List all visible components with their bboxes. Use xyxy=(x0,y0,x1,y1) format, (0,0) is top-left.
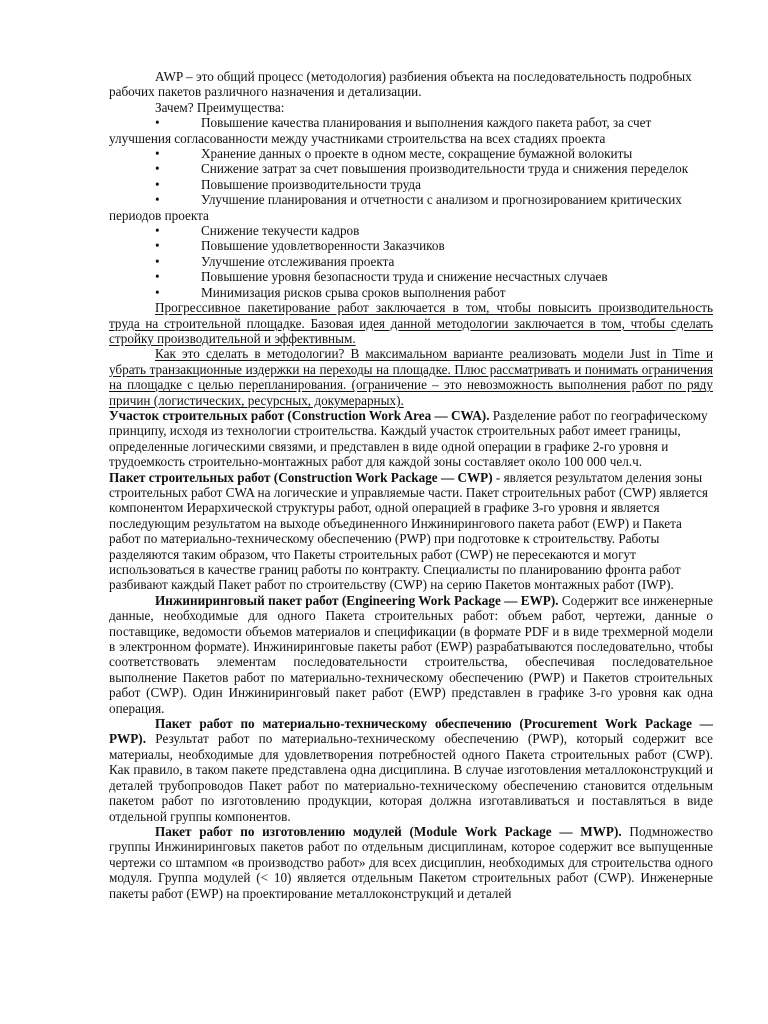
list-item xyxy=(109,146,713,161)
list-item xyxy=(109,192,713,223)
list-item-text: Снижение текучести кадров xyxy=(201,223,360,239)
bullet-icon: • xyxy=(155,146,160,162)
list-item xyxy=(109,254,713,269)
list-item xyxy=(109,269,713,284)
bullet-icon: • xyxy=(155,192,160,208)
intro-paragraph: AWP – это общий процесс (методология) разбиения объекта на последовательность подробных рабочих пакетов различного назначения и детализации. xyxy=(109,69,692,100)
section-mwp-title: Пакет работ по изготовлению модулей (Module Work Package — MWP). xyxy=(155,823,622,839)
bullet-icon: • xyxy=(155,223,160,239)
bullet-icon: • xyxy=(155,269,160,285)
advantages-list xyxy=(109,115,713,300)
list-item xyxy=(109,161,713,176)
list-item-text: Снижение затрат за счет повышения производительности труда и снижения переделок xyxy=(201,161,689,177)
list-item-text: Минимизация рисков срыва сроков выполнения работ xyxy=(201,284,506,300)
list-item-text: Хранение данных о проекте в одном месте, сокращение бумажной волокиты xyxy=(201,146,633,162)
list-item-text: Улучшение планирования и отчетности с анализом и прогнозированием критических периодов проекта xyxy=(109,192,682,223)
section-cwp xyxy=(109,470,713,593)
list-item-text: Повышение удовлетворенности Заказчиков xyxy=(201,238,445,254)
section-cwp-body: - является результатом деления зоны строительных работ CWA на логические и управляемые части. Пакет строительных работ (CWP) является компонентом Иерархической структуры работ, одной операцией в графике 3-го уровня и является последующим результатом на выходе объединенного Инжинирингового пакета работ (EWP) и Пакета работ по материально-техническому обеспечению (PWP) при подготовке к строительству. Работы разделяются таким образом, что Пакеты строительных работ (CWP) не пересекаются и могут использоваться в качестве границ работы по контракту. Специалисты по планированию фронта работ разбивают каждый Пакет работ по строительству (CWP) на серию Пакетов монтажных работ (IWP). xyxy=(109,469,708,593)
document-body xyxy=(109,69,713,901)
section-ewp xyxy=(109,593,713,716)
list-item xyxy=(109,238,713,253)
bullet-icon: • xyxy=(155,176,160,192)
section-ewp-title: Инжиниринговый пакет работ (Engineering Work Package — EWP). xyxy=(155,592,559,608)
list-item xyxy=(109,177,713,192)
bullet-icon: • xyxy=(155,284,160,300)
section-pwp-title: Пакет работ по материально-техническому обеспечению (Procurement Work Package — PWP). xyxy=(109,716,713,747)
section-cwa-body: Разделение работ по географическому принципу, исходя из технологии строительства. Каждый участок строительных работ имеет границы, определенные логическими связями, и представлен в виде одной операции в графике 2-го уровня и трудоемкость строительно-монтажных работ для каждой зоны составляет около 100 000 чел.ч. xyxy=(109,407,708,470)
section-cwa xyxy=(109,408,713,470)
advantages-heading: Зачем? Преимущества: xyxy=(155,99,285,115)
bullet-icon: • xyxy=(155,161,160,177)
list-item xyxy=(109,223,713,238)
packaging-paragraph: Прогрессивное пакетирование работ заключается в том, чтобы повысить производительность труда на строительной площадке. Базовая идея данной методологии заключается в том, чтобы сделать стройку производительной и эффективным. xyxy=(109,300,713,346)
section-ewp-body: Содержит все инженерные данные, необходимые для одного Пакета строительных работ: объем работ, чертежи, данные о поставщике, ведомости объемов материалов и спецификации (в формате PDF и в виде трехмерной модели в электронном формате). Инжиниринговые пакеты работ (EWP) разрабатываются последовательно, чтобы соответствовать элементам последовательности строительства, обеспечивая последовательное выполнение Пакетов работ по материально-техническому обеспечению (PWP) и Пакетов строительных работ (CWP). Один Инжиниринговый пакет работ (EWP) представлен в графике 3-го уровня как одна операция. xyxy=(109,592,713,716)
bullet-icon: • xyxy=(155,115,160,131)
list-item-text: Повышение уровня безопасности труда и снижение несчастных случаев xyxy=(201,269,608,285)
list-item xyxy=(109,285,713,300)
bullet-icon: • xyxy=(155,253,160,269)
methodology-paragraph: Как это сделать в методологии? В максимальном варианте реализовать модели Just in Time и убрать транзакционные издержки на переходы на площадке. Плюс рассматривать и понимать ограничения на площадке с целью перепланирования. (ограничение – это невозможность выполнения работ по ряду причин (логистических, ресурсных, докумерарных). xyxy=(109,346,713,408)
bullet-icon: • xyxy=(155,238,160,254)
section-mwp xyxy=(109,824,713,901)
section-mwp-body: Подмножество группы Инжиниринговых пакетов работ по отдельным дисциплинам, которое содержит все выпущенные чертежи со штампом «в производство работ» для всех дисциплин, необходимых для строительства одного модуля. Группа модулей (< 10) является отдельным Пакетом строительных работ (CWP). Инженерные пакеты работ (EWP) на проектирование металлоконструкций и деталей xyxy=(109,823,713,901)
section-cwa-title: Участок строительных работ (Construction Work Area — CWA). xyxy=(109,407,490,423)
list-item-text: Улучшение отслеживания проекта xyxy=(201,253,395,269)
section-pwp xyxy=(109,716,713,824)
section-cwp-title: Пакет строительных работ (Construction Work Package — CWP) xyxy=(109,469,493,485)
list-item-text: Повышение качества планирования и выполнения каждого пакета работ, за счет улучшения согласованности между участниками строительства на всех стадиях проекта xyxy=(109,115,652,146)
list-item-text: Повышение производительности труда xyxy=(201,176,421,192)
section-pwp-body: Результат работ по материально-техническому обеспечению (PWP), который содержит все материалы, необходимые для удовлетворения потребностей одного Пакета строительных работ (CWP). Как правило, в таком пакете представлена одна дисциплина. В случае изготовления металлоконструкций и деталей трубопроводов Пакет работ по материально-техническому обеспечению становится отдельным пакетом работ по изготовлению продукции, которая должна изготавливаться и поставляться в виде отдельной группы компонентов. xyxy=(109,731,713,824)
list-item xyxy=(109,115,713,146)
